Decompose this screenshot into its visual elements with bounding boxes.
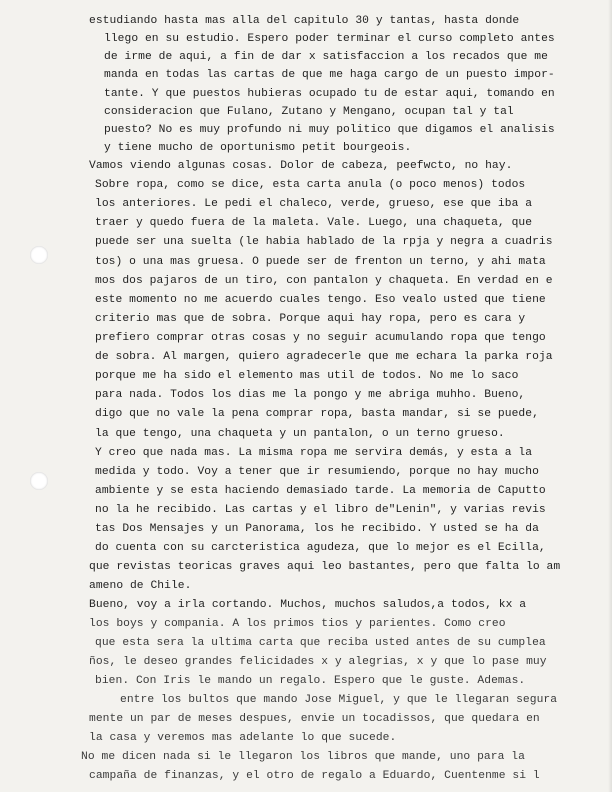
- text-line: ameno de Chile.: [89, 580, 192, 592]
- text-line: Vamos viendo algunas cosas. Dolor de cabeza, peefwcto, no hay.: [89, 160, 513, 172]
- text-line: la casa y veremos mas adelante lo que sucede.: [89, 732, 397, 744]
- text-line: que revistas teoricas graves aqui leo bastantes, pero que falta lo am: [89, 561, 561, 573]
- text-line: prefiero comprar otras cosas y no seguir acumulando ropa que tengo: [95, 332, 546, 344]
- text-line: entre los bultos que mando Jose Miguel, y que le llegaran segura: [120, 694, 558, 706]
- text-line: ños, le deseo grandes felicidades x y alegrias, x y que lo pase muy: [89, 656, 547, 668]
- punch-hole-upper: [30, 246, 48, 264]
- text-line: Sobre ropa, como se dice, esta carta anula (o poco menos) todos: [95, 179, 526, 191]
- text-line: puesto? No es muy profundo ni muy politico que digamos el analisis: [104, 124, 555, 136]
- text-line: consideracion que Fulano, Zutano y Mengano, ocupan tal y tal: [104, 106, 514, 118]
- text-line: tas Dos Mensajes y un Panorama, los he recibido. Y usted se ha da: [95, 523, 539, 535]
- page-edge: [608, 0, 612, 792]
- text-line: campaña de finanzas, y el otro de regalo a Eduardo, Cuentenme si l: [89, 770, 540, 782]
- text-line: digo que no vale la pena comprar ropa, basta mandar, si se puede,: [95, 408, 539, 420]
- text-line: para nada. Todos los dias me la pongo y me abriga muhho. Bueno,: [95, 389, 526, 401]
- text-line: los boys y compania. A los primos tios y parientes. Como creo: [89, 618, 506, 630]
- text-line: mente un par de meses despues, envie un tocadissos, que quedara en: [89, 713, 540, 725]
- punch-hole-lower: [30, 472, 48, 490]
- text-line: tante. Y que puestos hubieras ocupado tu de estar aqui, tomando en: [104, 88, 555, 100]
- text-line: criterio mas que de sobra. Porque aqui hay ropa, pero es cara y: [95, 313, 526, 325]
- text-line: la que tengo, una chaqueta y un pantalon, o un terno grueso.: [95, 428, 505, 440]
- text-line: medida y todo. Voy a tener que ir resumiendo, porque no hay mucho: [95, 466, 539, 478]
- text-line: mos dos pajaros de un tiro, con pantalon y chaqueta. En verdad en e: [95, 275, 553, 287]
- text-line: manda en todas las cartas de que me haga cargo de un puesto impor-: [104, 69, 555, 81]
- text-line: puede ser una suelta (le habia hablado de la rpja y negra a cuadris: [95, 236, 553, 248]
- text-line: tos) o una mas gruesa. O puede ser de frenton un terno, y ahi mata: [95, 256, 546, 268]
- text-line: traer y quedo fuera de la maleta. Vale. Luego, una chaqueta, que: [95, 217, 533, 229]
- text-line: ambiente y se esta haciendo demasiado tarde. La memoria de Caputto: [95, 485, 546, 497]
- text-line: do cuenta con su carcteristica agudeza, que lo mejor es el Ecilla,: [95, 542, 546, 554]
- text-line: estudiando hasta mas alla del capitulo 30 y tantas, hasta donde: [89, 15, 520, 27]
- text-line: Bueno, voy a irla cortando. Muchos, muchos saludos,a todos, kx a: [89, 599, 527, 611]
- text-line: de sobra. Al margen, quiero agradecerle que me echara la parka roja: [95, 351, 553, 363]
- text-line: no la he recibido. Las cartas y el libro de"Lenin", y varias revis: [95, 504, 546, 516]
- text-line: de irme de aqui, a fin de dar x satisfaccion a los recados que me: [104, 51, 548, 63]
- text-line: No me dicen nada si le llegaron los libros que mande, uno para la: [81, 751, 525, 763]
- text-line: este momento no me acuerdo cuales tengo. Eso vealo usted que tiene: [95, 294, 546, 306]
- text-line: que esta sera la ultima carta que reciba usted antes de su cumplea: [95, 637, 546, 649]
- text-line: bien. Con Iris le mando un regalo. Espero que le guste. Ademas.: [95, 675, 526, 687]
- text-line: porque me ha sido el elemento mas util de todos. No me lo saco: [95, 370, 519, 382]
- text-line: llego en su estudio. Espero poder terminar el curso completo antes: [104, 33, 555, 45]
- text-line: y tiene mucho de oportunismo petit bourgeois.: [104, 142, 412, 154]
- text-line: los anteriores. Le pedi el chaleco, verde, grueso, ese que iba a: [95, 198, 533, 210]
- text-line: Y creo que nada mas. La misma ropa me servira demás, y esta a la: [95, 447, 533, 459]
